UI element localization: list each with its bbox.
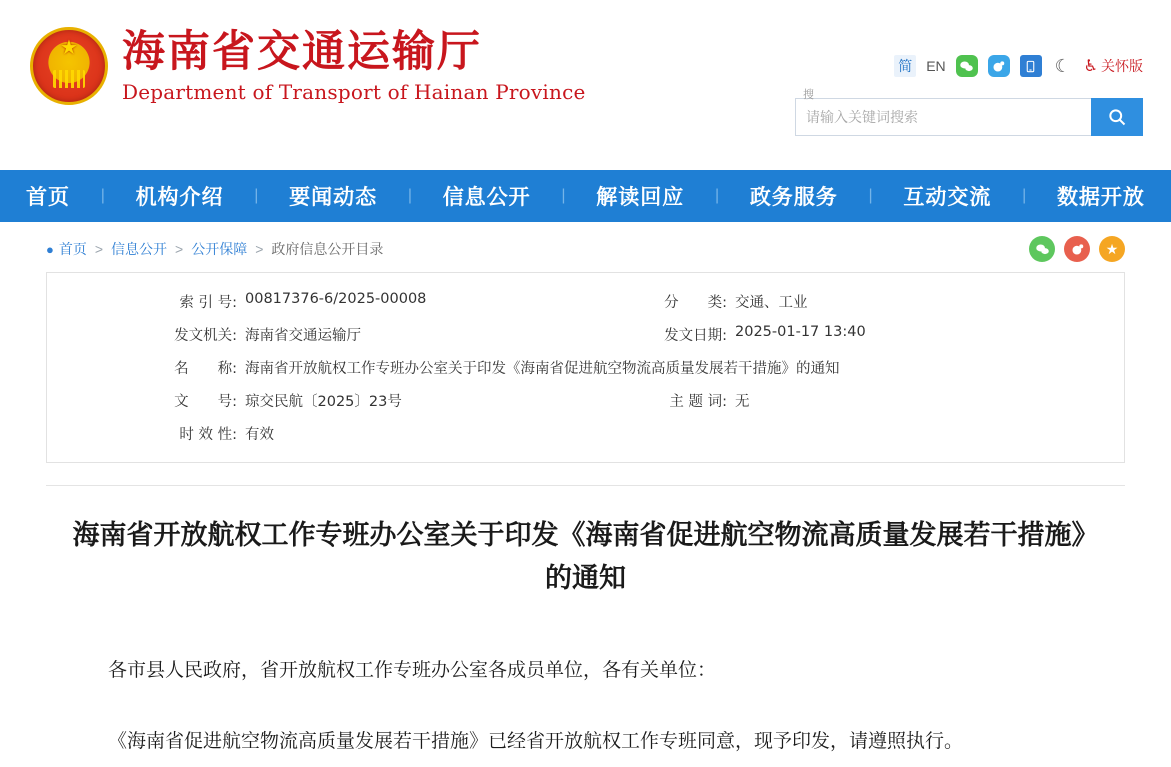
table-row [47, 417, 1124, 450]
utility-bar [894, 55, 1143, 77]
meta-label-issuer: 发文机关: [174, 328, 237, 344]
meta-value-docnumber: 琼交民航〔2025〕23号 [245, 394, 402, 410]
nav-item-organization[interactable]: 机构介绍 [135, 185, 224, 209]
site-header [0, 0, 1171, 170]
section-divider [46, 485, 1125, 486]
document-paragraph: 《海南省促进航空物流高质量发展若干措施》已经省开放航权工作专班同意，现予印发，请遵照执行。 [108, 730, 964, 752]
breadcrumb-separator: > [175, 241, 184, 257]
nav-item-news[interactable]: 要闻动态 [289, 185, 378, 209]
nav-separator: | [100, 187, 105, 204]
lang-simplified-link[interactable]: 简 [894, 55, 916, 77]
meta-value-date: 2025-01-17 13:40 [735, 324, 866, 340]
meta-value-category: 交通、工业 [735, 295, 808, 311]
share-bar [1029, 236, 1125, 262]
table-row [47, 351, 1124, 384]
wechat-icon[interactable] [956, 55, 978, 77]
meta-label-date: 发文日期: [664, 328, 727, 344]
mobile-app-icon[interactable] [1020, 55, 1042, 77]
document-body [70, 644, 1101, 767]
table-row [47, 318, 1124, 351]
nav-separator: | [714, 187, 720, 204]
site-logo[interactable] [30, 26, 586, 106]
accessibility-label: 关怀版 [1101, 58, 1143, 74]
nav-item-open-data[interactable]: 数据开放 [1056, 185, 1145, 209]
breadcrumb-row [22, 222, 1149, 272]
nav-item-information-disclosure[interactable]: 信息公开 [442, 185, 531, 209]
site-title-en: Department of Transport of Hainan Province [122, 80, 586, 104]
breadcrumb [46, 239, 383, 259]
national-emblem-icon [30, 27, 108, 105]
nav-separator: | [254, 187, 259, 204]
accessibility-icon: ♿ [1083, 58, 1098, 75]
site-title-block [122, 26, 586, 106]
document-paragraph: 各市县人民政府，省开放航权工作专班办公室各成员单位，各有关单位： [108, 659, 717, 681]
table-row [47, 384, 1124, 417]
meta-label-name: 名 称: [174, 361, 237, 377]
breadcrumb-item-guarantee[interactable]: 公开保障 [191, 241, 248, 257]
search-button[interactable] [1091, 98, 1143, 136]
search-icon [1107, 107, 1127, 127]
page-title: 海南省开放航权工作专班办公室关于印发《海南省促进航空物流高质量发展若干措施》的通知 [72, 520, 1099, 594]
breadcrumb-home[interactable]: 首页 [58, 241, 87, 257]
meta-label-index: 索 引 号: [179, 295, 237, 311]
search-box [795, 89, 1143, 136]
site-title-cn: 海南省交通运输厅 [122, 27, 482, 77]
meta-label-docnumber: 文 号: [174, 394, 237, 410]
nav-item-interaction[interactable]: 互动交流 [903, 185, 992, 209]
main-navigation [0, 170, 1171, 222]
meta-label-keywords: 主 题 词: [669, 394, 727, 410]
table-row [47, 285, 1124, 318]
nav-item-home[interactable]: 首页 [26, 185, 70, 209]
share-favorite-icon[interactable]: ★ [1099, 236, 1125, 262]
dark-mode-icon[interactable]: ☾ [1052, 55, 1074, 77]
search-input[interactable] [795, 98, 1091, 136]
nav-item-interpretation[interactable]: 解读回应 [596, 185, 685, 209]
nav-separator: | [561, 187, 566, 204]
breadcrumb-separator: > [94, 241, 104, 257]
meta-value-name: 海南省开放航权工作专班办公室关于印发《海南省促进航空物流高质量发展若干措施》的通知 [245, 361, 840, 377]
share-wechat-icon[interactable] [1029, 236, 1055, 262]
meta-label-validity: 时 效 性: [179, 427, 237, 443]
meta-value-validity: 有效 [245, 427, 274, 443]
breadcrumb-separator: > [255, 241, 264, 257]
nav-separator: | [1022, 187, 1027, 204]
location-pin-icon: ● [46, 241, 54, 257]
meta-value-index: 00817376-6/2025-00008 [245, 291, 427, 307]
document-meta-table [47, 285, 1124, 450]
share-weibo-icon[interactable] [1064, 236, 1090, 262]
breadcrumb-item-catalog[interactable]: 政府信息公开目录 [271, 241, 384, 257]
search-label: 搜 [803, 89, 814, 101]
lang-english-link[interactable]: EN [926, 58, 946, 74]
meta-value-keywords: 无 [735, 394, 750, 410]
weibo-icon[interactable] [988, 55, 1010, 77]
breadcrumb-item-disclosure[interactable]: 信息公开 [111, 241, 168, 257]
meta-label-category: 分 类: [664, 295, 727, 311]
content-area [0, 222, 1171, 767]
nav-separator: | [407, 187, 412, 204]
nav-item-government-services[interactable]: 政务服务 [749, 185, 838, 209]
document-meta-panel [46, 272, 1125, 463]
accessibility-version-button[interactable] [1084, 56, 1143, 76]
nav-separator: | [868, 187, 873, 204]
meta-value-issuer: 海南省交通运输厅 [245, 328, 361, 344]
